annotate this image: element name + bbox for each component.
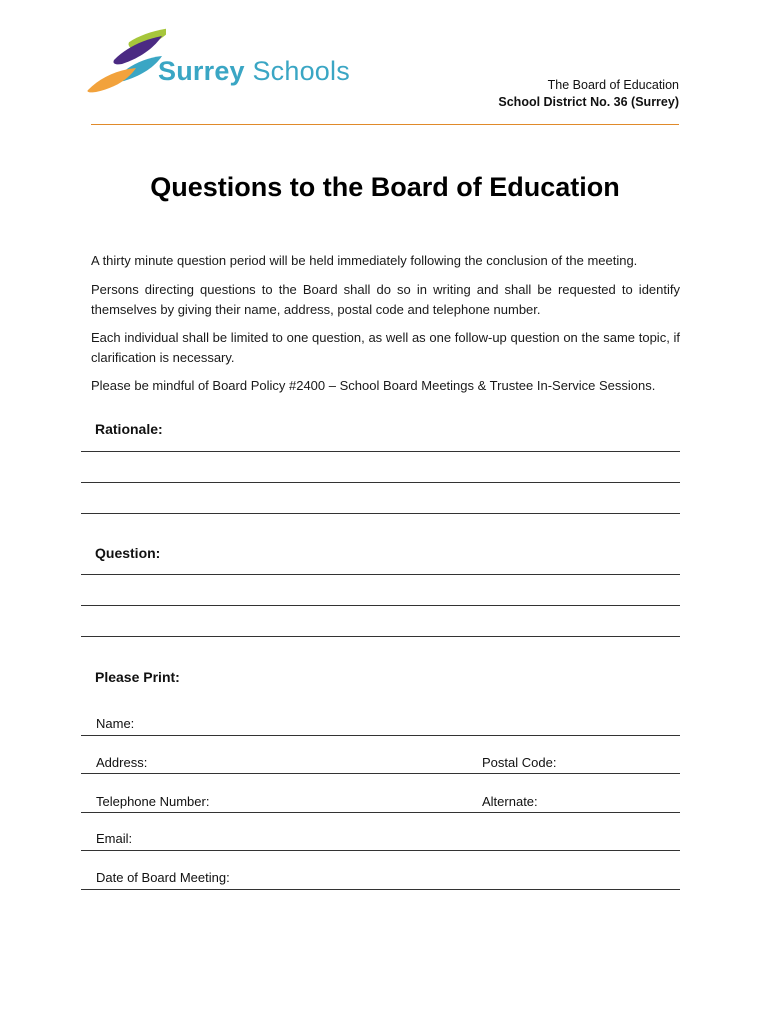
- email-field-line[interactable]: [81, 850, 680, 851]
- org-line-2: School District No. 36 (Surrey): [498, 95, 679, 109]
- telephone-field-label: Telephone Number:: [96, 794, 210, 809]
- logo-wordmark-schools: Schools: [244, 56, 350, 86]
- email-field-label: Email:: [96, 831, 133, 846]
- org-line-1: The Board of Education: [547, 78, 679, 92]
- question-line-1[interactable]: [81, 574, 680, 575]
- address-field-label: Address:: [96, 755, 148, 770]
- rationale-line-2[interactable]: [81, 482, 680, 483]
- intro-paragraph-2: Persons directing questions to the Board shall do so in writing and shall be requested to identify themselves by giving their name, address, postal code and telephone number.: [91, 282, 680, 317]
- logo-leaves-icon: [86, 26, 166, 96]
- logo-leaf-orange: [87, 68, 136, 92]
- rationale-line-3[interactable]: [81, 513, 680, 514]
- question-line-2[interactable]: [81, 605, 680, 606]
- question-line-3[interactable]: [81, 636, 680, 637]
- rationale-line-1[interactable]: [81, 451, 680, 452]
- meeting-date-field-line[interactable]: [81, 889, 680, 890]
- rationale-label: Rationale:: [95, 421, 163, 437]
- logo-wordmark-surrey: Surrey: [158, 56, 245, 86]
- question-label: Question:: [95, 545, 161, 561]
- intro-paragraph-3: Each individual shall be limited to one question, as well as one follow-up question on the same topic, if clarification is necessary.: [91, 330, 680, 365]
- header-divider: [91, 124, 679, 125]
- organization-block: [498, 77, 679, 111]
- page-title: Questions to the Board of Education: [150, 172, 620, 202]
- meeting-date-field-label: Date of Board Meeting:: [96, 870, 230, 885]
- name-field-line[interactable]: [81, 735, 680, 736]
- telephone-field-line[interactable]: [81, 812, 680, 813]
- postal-code-field-label: Postal Code:: [482, 755, 557, 770]
- please-print-label: Please Print:: [95, 669, 180, 685]
- address-field-line[interactable]: [81, 773, 680, 774]
- logo-wordmark: [158, 56, 350, 87]
- name-field-label: Name:: [96, 716, 135, 731]
- intro-paragraph-4: Please be mindful of Board Policy #2400 – School Board Meetings & Trustee In-Service Sessions.: [91, 378, 656, 393]
- alternate-field-label: Alternate:: [482, 794, 538, 809]
- intro-paragraph-1: A thirty minute question period will be held immediately following the conclusion of the meeting.: [91, 253, 638, 268]
